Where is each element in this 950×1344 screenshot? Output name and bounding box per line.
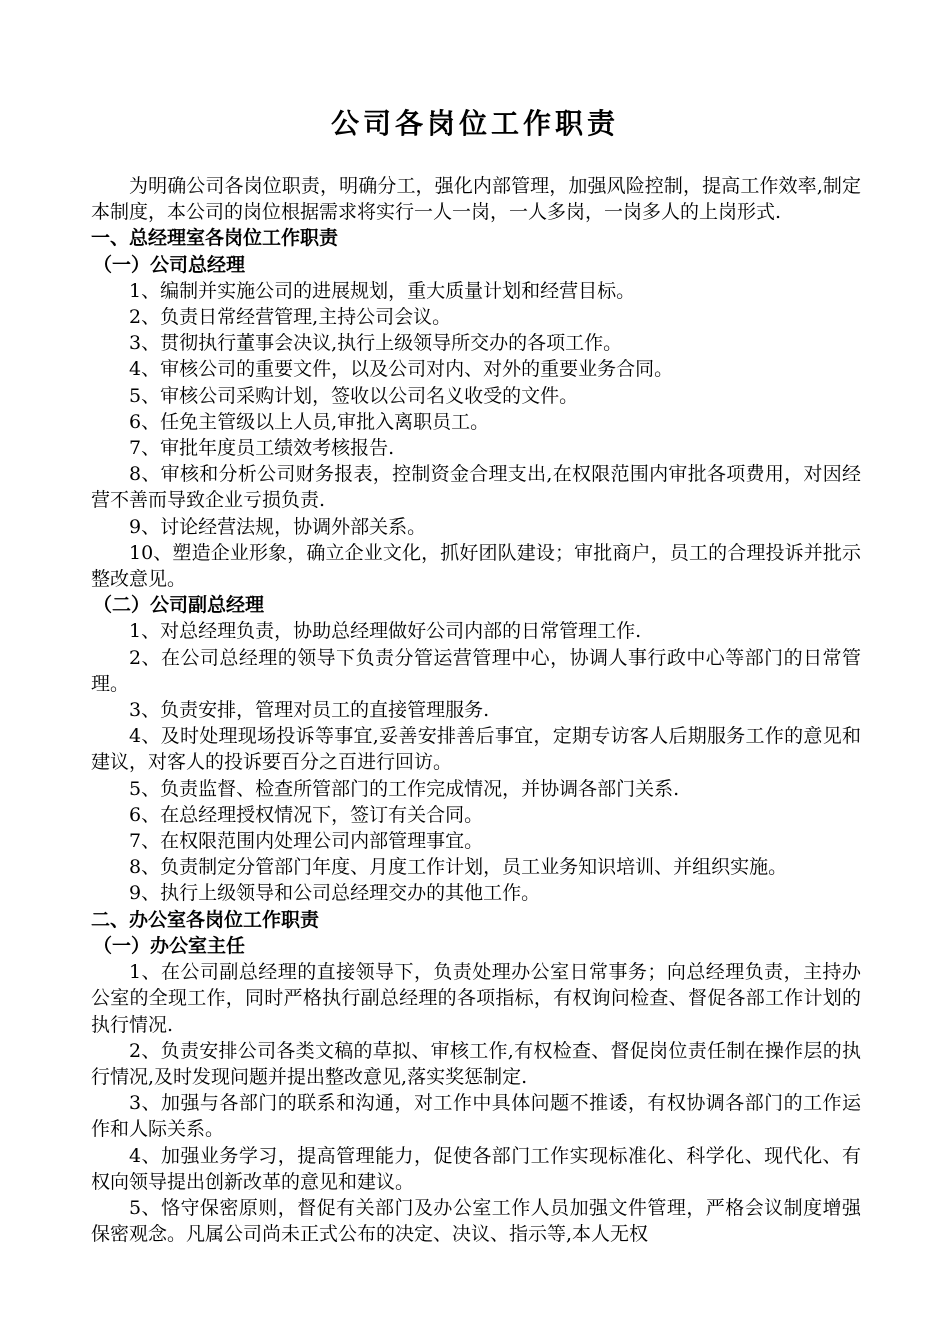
document-title: 公司各岗位工作职责 — [330, 107, 619, 140]
subsection-heading-office-director: （一）办公室主任 — [93, 934, 246, 957]
list-item: 1、对总经理负责，协助总经理做好公司内部的日常管理工作. — [129, 620, 642, 643]
list-item: 9、执行上级领导和公司总经理交办的其他工作。 — [129, 882, 541, 905]
list-item: 8、负责制定分管部门年度、月度工作计划，员工业务知识培训、并组织实施。 — [129, 856, 788, 879]
list-item: 9、讨论经营法规，协调外部关系。 — [129, 515, 427, 538]
list-item: 4、及时处理现场投诉等事宜,妥善安排善后事宜，定期专访客人后期服务工作的意见和建议，对客人的投诉要百分之百进行回访。 — [91, 725, 861, 774]
list-item: 6、在总经理授权情况下，签订有关合同。 — [129, 803, 484, 826]
list-item: 5、负责监督、检查所管部门的工作完成情况，并协调各部门关系. — [129, 777, 680, 800]
list-item: 5、恪守保密原则，督促有关部门及办公室工作人员加强文件管理，严格会议制度增强保密观念。凡属公司尚未正式公布的决定、决议、指示等,本人无权 — [91, 1196, 861, 1246]
list-item: 7、在权限范围内处理公司内部管理事宜。 — [129, 830, 484, 853]
list-item: 3、贯彻执行董事会决议,执行上级领导所交办的各项工作。 — [129, 332, 623, 355]
list-item: 1、在公司副总经理的直接领导下，负责处理办公室日常事务；向总经理负责，主持办公室的全现工作，同时严格执行副总经理的各项指标，有权询问检查、督促各部工作计划的执行情况. — [91, 961, 861, 1036]
section-heading-office: 二、办公室各岗位工作职责 — [91, 908, 320, 931]
list-item: 4、加强业务学习，提高管理能力，促使各部门工作实现标准化、科学化、现代化、有权向领导提出创新改革的意见和建议。 — [91, 1144, 861, 1193]
subsection-heading-deputy-gm: （二）公司副总经理 — [93, 594, 265, 617]
list-item: 4、审核公司的重要文件，以及公司对内、对外的重要业务合同。 — [129, 358, 674, 381]
list-item: 5、审核公司采购计划，签收以公司名义收受的文件。 — [129, 384, 579, 407]
intro-paragraph: 为明确公司各岗位职责，明确分工，强化内部管理，加强风险控制，提高工作效率,制定本制度，本公司的岗位根据需求将实行一人一岗，一人多岗，一岗多人的上岗形式. — [91, 175, 861, 224]
list-item: 6、任免主管级以上人员,审批入离职员工。 — [129, 410, 490, 433]
list-item: 10、塑造企业形象，确立企业文化，抓好团队建设；审批商户，员工的合理投诉并批示整改意见。 — [91, 541, 861, 591]
document-body — [91, 173, 861, 1247]
list-item: 7、审批年度员工绩效考核报告. — [129, 437, 395, 460]
section-heading-gm-office: 一、总经理室各岗位工作职责 — [91, 227, 339, 250]
list-item: 2、负责安排公司各类文稿的草拟、审核工作,有权检查、督促岗位责任制在操作层的执行情况,及时发现问题并提出整改意见,落实奖惩制定. — [91, 1039, 861, 1088]
list-item: 3、负责安排，管理对员工的直接管理服务. — [129, 699, 490, 722]
list-item: 8、审核和分析公司财务报表，控制资金合理支出,在权限范围内审批各项费用，对因经营不善而导致企业亏损负责. — [91, 463, 861, 512]
list-item: 3、加强与各部门的联系和沟通，对工作中具体问题不推诿，有权协调各部门的工作运作和人际关系。 — [91, 1092, 861, 1141]
subsection-heading-gm: （一）公司总经理 — [93, 253, 246, 276]
list-item: 2、在公司总经理的领导下负责分管运营管理中心，协调人事行政中心等部门的日常管理。 — [91, 646, 861, 695]
list-item: 1、编制并实施公司的进展规划，重大质量计划和经营目标。 — [129, 279, 636, 302]
list-item: 2、负责日常经营管理,主持公司会议。 — [129, 306, 452, 329]
